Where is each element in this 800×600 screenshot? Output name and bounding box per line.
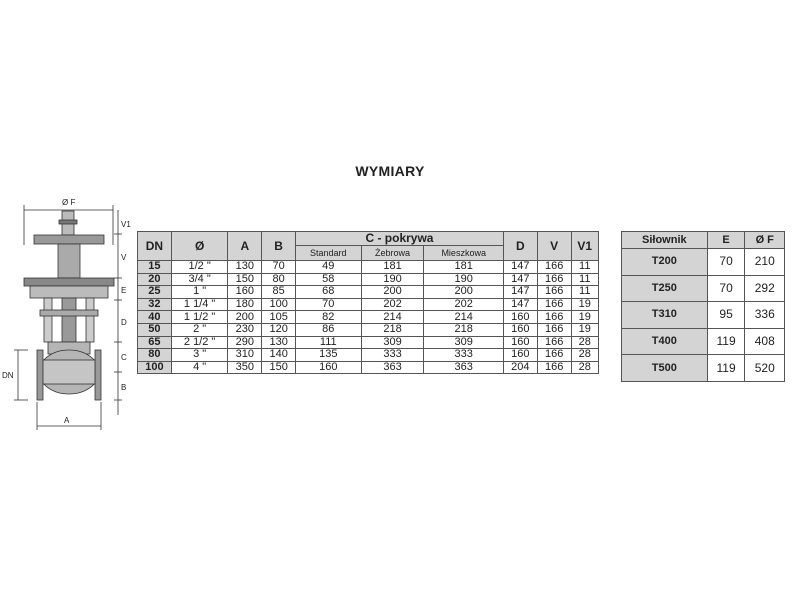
cell-d: 160 [503, 311, 537, 324]
cell-name: T200 [622, 249, 708, 276]
table-row [138, 298, 599, 311]
cell-std: 86 [296, 323, 362, 336]
cell-zeb: 333 [361, 349, 424, 362]
cell-dn: 50 [138, 323, 172, 336]
actuator-table-body [622, 249, 785, 382]
dn-label: DN [2, 371, 14, 380]
table-row [622, 302, 785, 329]
b-label: B [121, 383, 127, 392]
cell-mie: 202 [424, 298, 503, 311]
cell-std: 70 [296, 298, 362, 311]
cell-v: 166 [537, 336, 571, 349]
cell-v: 166 [537, 311, 571, 324]
cell-mie: 218 [424, 323, 503, 336]
cell-zeb: 218 [361, 323, 424, 336]
cell-std: 111 [296, 336, 362, 349]
cell-std: 49 [296, 261, 362, 274]
cell-a: 350 [228, 361, 262, 374]
cell-b: 100 [262, 298, 296, 311]
valve-yoke [40, 298, 98, 342]
cell-a: 180 [228, 298, 262, 311]
actuator-table [621, 231, 785, 382]
table-row [622, 249, 785, 276]
cell-v1: 28 [571, 336, 598, 349]
cell-b: 140 [262, 349, 296, 362]
cell-std: 58 [296, 273, 362, 286]
header-b: B [262, 232, 296, 261]
cell-dn: 80 [138, 349, 172, 362]
cell-e: 95 [707, 302, 745, 329]
cell-v1: 19 [571, 323, 598, 336]
cell-zeb: 214 [361, 311, 424, 324]
table-row [138, 273, 599, 286]
cell-b: 105 [262, 311, 296, 324]
v1-label: V1 [121, 220, 131, 229]
cell-v: 166 [537, 273, 571, 286]
cell-mie: 333 [424, 349, 503, 362]
cell-std: 135 [296, 349, 362, 362]
cell-phi: 2 " [171, 323, 228, 336]
cell-b: 80 [262, 273, 296, 286]
cell-phi: 1 1/4 " [171, 298, 228, 311]
header-e: E [707, 232, 745, 249]
cell-dn: 40 [138, 311, 172, 324]
cell-std: 160 [296, 361, 362, 374]
table-row [138, 311, 599, 324]
cell-of: 292 [745, 275, 785, 302]
e-label: E [121, 286, 127, 295]
table-row [138, 286, 599, 299]
cell-b: 130 [262, 336, 296, 349]
cell-name: T400 [622, 328, 708, 355]
cell-a: 150 [228, 273, 262, 286]
table-row [138, 261, 599, 274]
actuator-top [24, 211, 114, 298]
header-v: V [537, 232, 571, 261]
cell-a: 160 [228, 286, 262, 299]
cell-mie: 181 [424, 261, 503, 274]
cell-v: 166 [537, 349, 571, 362]
a-label: A [64, 416, 70, 425]
cell-phi: 3 " [171, 349, 228, 362]
v-label: V [121, 253, 127, 262]
cell-v1: 28 [571, 361, 598, 374]
cell-zeb: 190 [361, 273, 424, 286]
cell-d: 160 [503, 323, 537, 336]
cell-v1: 19 [571, 311, 598, 324]
cell-zeb: 309 [361, 336, 424, 349]
header-a: A [228, 232, 262, 261]
cell-std: 68 [296, 286, 362, 299]
cell-e: 119 [707, 328, 745, 355]
table-row [622, 355, 785, 382]
cell-phi: 3/4 " [171, 273, 228, 286]
cell-v1: 19 [571, 298, 598, 311]
cell-v: 166 [537, 323, 571, 336]
cell-zeb: 181 [361, 261, 424, 274]
cell-zeb: 363 [361, 361, 424, 374]
of-label: Ø F [62, 198, 76, 207]
d-label: D [121, 318, 127, 327]
table-row [622, 328, 785, 355]
cell-d: 160 [503, 349, 537, 362]
cell-a: 230 [228, 323, 262, 336]
cell-mie: 190 [424, 273, 503, 286]
header-c-zebrowa: Żebrowa [361, 246, 424, 261]
header-of: Ø F [745, 232, 785, 249]
cell-name: T310 [622, 302, 708, 329]
cell-d: 147 [503, 273, 537, 286]
cell-d: 147 [503, 286, 537, 299]
cell-of: 336 [745, 302, 785, 329]
header-dn: DN [138, 232, 172, 261]
cell-phi: 1 1/2 " [171, 311, 228, 324]
table-row [138, 361, 599, 374]
header-d: D [503, 232, 537, 261]
cell-b: 85 [262, 286, 296, 299]
cell-name: T500 [622, 355, 708, 382]
cell-dn: 20 [138, 273, 172, 286]
cell-mie: 214 [424, 311, 503, 324]
cell-of: 408 [745, 328, 785, 355]
cell-mie: 363 [424, 361, 503, 374]
cell-dn: 65 [138, 336, 172, 349]
cell-v: 166 [537, 286, 571, 299]
cell-v: 166 [537, 298, 571, 311]
cell-dn: 15 [138, 261, 172, 274]
dimensions-table-body [138, 261, 599, 374]
cell-v: 166 [537, 261, 571, 274]
valve-body [37, 342, 101, 400]
cell-phi: 2 1/2 " [171, 336, 228, 349]
cell-phi: 1/2 " [171, 261, 228, 274]
cell-e: 119 [707, 355, 745, 382]
cell-d: 147 [503, 298, 537, 311]
cell-v1: 11 [571, 261, 598, 274]
cell-d: 160 [503, 336, 537, 349]
header-phi: Ø [171, 232, 228, 261]
header-actuator: Siłownik [622, 232, 708, 249]
cell-a: 130 [228, 261, 262, 274]
cell-a: 310 [228, 349, 262, 362]
header-c-standard: Standard [296, 246, 362, 261]
table-row [138, 336, 599, 349]
page-title: WYMIARY [355, 163, 425, 179]
cell-b: 150 [262, 361, 296, 374]
cell-std: 82 [296, 311, 362, 324]
cell-zeb: 202 [361, 298, 424, 311]
cell-a: 290 [228, 336, 262, 349]
cell-zeb: 200 [361, 286, 424, 299]
cell-v1: 11 [571, 273, 598, 286]
cell-phi: 1 " [171, 286, 228, 299]
dimensions-table [137, 231, 599, 374]
cell-d: 147 [503, 261, 537, 274]
cell-mie: 200 [424, 286, 503, 299]
header-c: C - pokrywa [296, 232, 504, 246]
cell-dn: 25 [138, 286, 172, 299]
header-c-mieszkowa: Mieszkowa [424, 246, 503, 261]
cell-b: 70 [262, 261, 296, 274]
cell-a: 200 [228, 311, 262, 324]
cell-dn: 100 [138, 361, 172, 374]
cell-v1: 28 [571, 349, 598, 362]
valve-drawing [0, 190, 135, 435]
cell-of: 210 [745, 249, 785, 276]
cell-dn: 32 [138, 298, 172, 311]
table-row [622, 275, 785, 302]
table-row [138, 349, 599, 362]
cell-mie: 309 [424, 336, 503, 349]
cell-v1: 11 [571, 286, 598, 299]
cell-b: 120 [262, 323, 296, 336]
table-row [138, 323, 599, 336]
cell-d: 204 [503, 361, 537, 374]
header-v1: V1 [571, 232, 598, 261]
cell-phi: 4 " [171, 361, 228, 374]
cell-e: 70 [707, 275, 745, 302]
cell-v: 166 [537, 361, 571, 374]
cell-e: 70 [707, 249, 745, 276]
cell-name: T250 [622, 275, 708, 302]
cell-of: 520 [745, 355, 785, 382]
c-label: C [121, 353, 127, 362]
